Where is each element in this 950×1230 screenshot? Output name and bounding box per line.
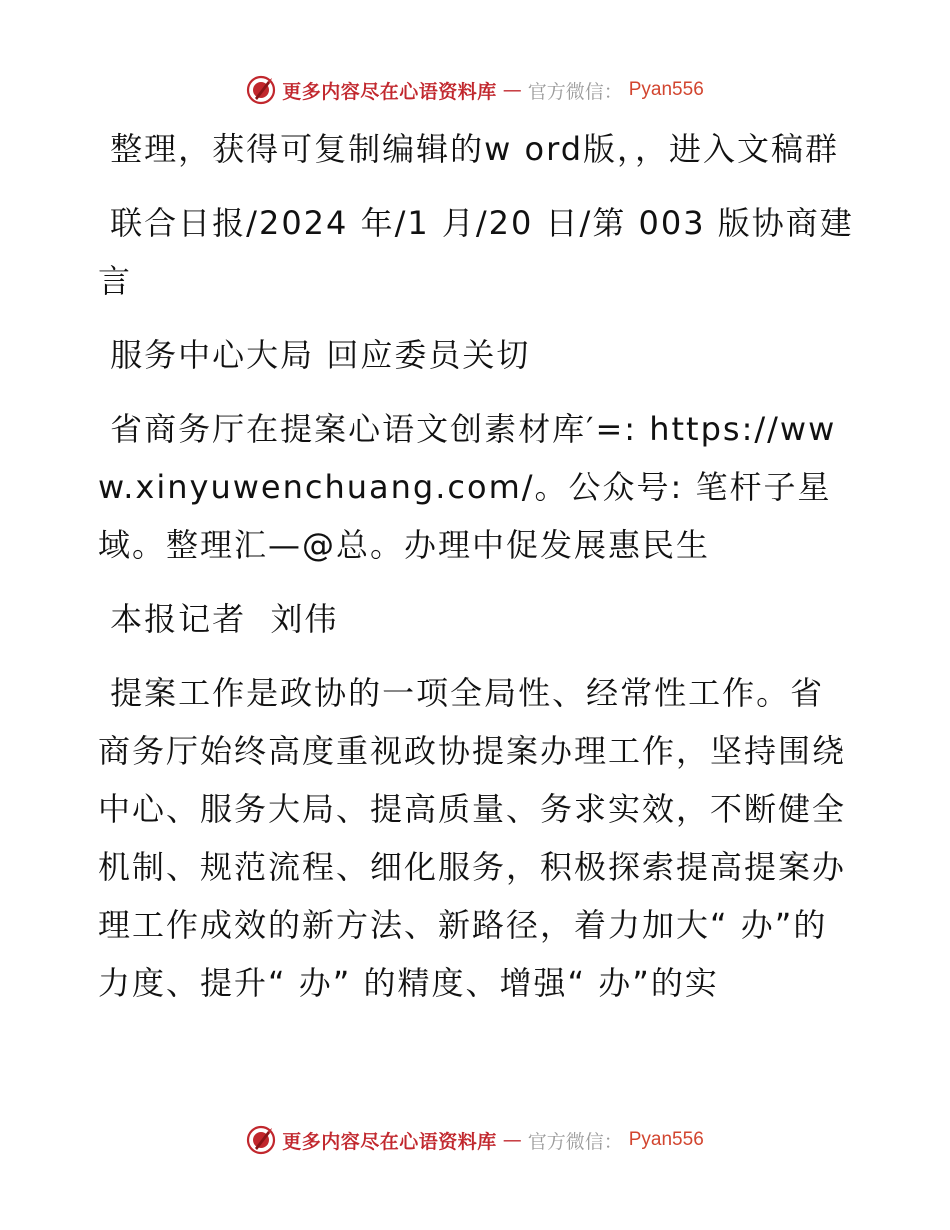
article-headline: 服务中心大局 回应委员关切 (98, 336, 531, 374)
watermark-separator: — (502, 1129, 522, 1151)
watermark-wechat-id: Pyan556 (628, 1129, 704, 1150)
quill-circle-icon (246, 1125, 276, 1155)
article-paragraph: 提案工作是政协的一项全局性、经常性工作。省商务厅始终高度重视政协提案办理工作，坚持围绕中心、服务大局、提高质量、务求实效，不断健全机制、规范流程、细化服务，积极探索提高提案办理工作成效的新方法、新路径，着力加大“ 办”的力度、提升“ 办” 的精度、增强“ 办”的实 (98, 674, 847, 1002)
document-body (98, 120, 858, 1012)
watermark-wechat-id: Pyan556 (628, 79, 704, 100)
paragraph-source: 联合日报/2024 年/1 月/20 日/第 003 版协商建言 (98, 204, 854, 300)
watermark-brand-text: 更多内容尽在心语资料库 (282, 1130, 497, 1153)
watermark-separator: — (502, 79, 522, 101)
watermark-banner-bottom (0, 1120, 950, 1160)
watermark-wechat-label: 官方微信： (527, 1130, 623, 1153)
article-byline: 本报记者 刘伟 (98, 600, 339, 638)
quill-circle-icon (246, 75, 276, 105)
watermark-banner-top (0, 70, 950, 110)
article-subheadline: 省商务厅在提案心语文创素材库′=: https://www.xinyuwenchuang.com/。公众号: 笔杆子星域。整理汇—@总。办理中促发展惠民生 (98, 410, 837, 564)
paragraph-intro: 整理，获得可复制编辑的w ord版，，进入文稿群 (98, 130, 840, 168)
watermark-brand-text: 更多内容尽在心语资料库 (282, 80, 497, 103)
watermark-wechat-label: 官方微信： (527, 80, 623, 103)
